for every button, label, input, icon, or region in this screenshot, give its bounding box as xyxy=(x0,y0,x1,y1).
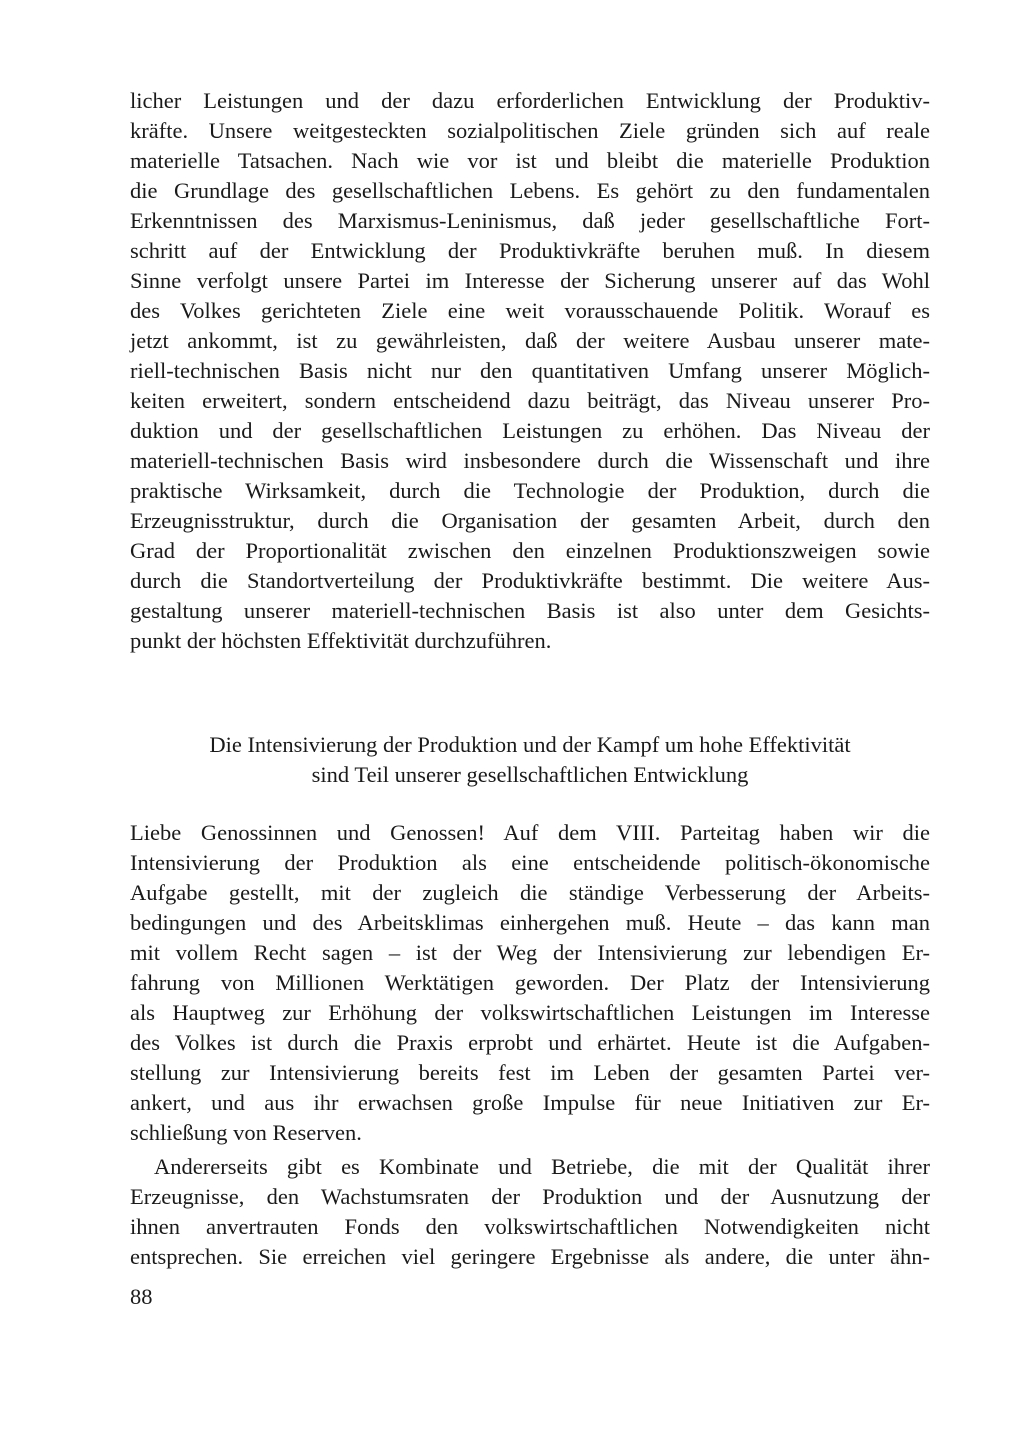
text-line: Erkenntnissen des Marxismus-Leninismus, daß jeder gesellschaftliche Fort- xyxy=(130,208,930,233)
text-line: praktische Wirksamkeit, durch die Technologie der Produktion, durch die xyxy=(130,478,930,503)
text-line: Aufgabe gestellt, mit der zugleich die ständige Verbesserung der Arbeits- xyxy=(130,880,930,905)
heading-line-1: Die Intensivierung der Produktion und der Kampf um hohe Effektivität xyxy=(209,732,851,757)
text-line: duktion und der gesellschaftlichen Leistungen zu erhöhen. Das Niveau der xyxy=(130,418,930,443)
text-line: durch die Standortverteilung der Produktivkräfte bestimmt. Die weitere Aus- xyxy=(130,568,930,593)
text-line: Grad der Proportionalität zwischen den einzelnen Produktionszweigen sowie xyxy=(130,538,930,563)
text-line: stellung zur Intensivierung bereits fest im Leben der gesamten Partei ver- xyxy=(130,1060,930,1085)
text-line: keiten erweitert, sondern entscheidend dazu beiträgt, das Niveau unserer Pro- xyxy=(130,388,930,413)
heading-line-2: sind Teil unserer gesellschaftlichen Entwicklung xyxy=(311,762,749,787)
text-line: mit vollem Recht sagen – ist der Weg der Intensivierung zur lebendigen Er- xyxy=(130,940,930,965)
text-line: punkt der höchsten Effektivität durchzuführen. xyxy=(130,628,552,653)
text-line: Andererseits gibt es Kombinate und Betriebe, die mit der Qualität ihrer xyxy=(154,1154,930,1179)
text-line: Liebe Genossinnen und Genossen! Auf dem VIII. Parteitag haben wir die xyxy=(130,820,930,845)
text-line: riell-technischen Basis nicht nur den quantitativen Umfang unserer Möglich- xyxy=(130,358,930,383)
text-line: ankert, und aus ihr erwachsen große Impulse für neue Initiativen zur Er- xyxy=(130,1090,930,1115)
text-line: Intensivierung der Produktion als eine entscheidende politisch-ökonomische xyxy=(130,850,930,875)
text-line: die Grundlage des gesellschaftlichen Lebens. Es gehört zu den fundamentalen xyxy=(130,178,930,203)
text-line: gestaltung unserer materiell-technischen Basis ist also unter dem Gesichts- xyxy=(130,598,930,623)
text-line: fahrung von Millionen Werktätigen geworden. Der Platz der Intensivierung xyxy=(130,970,930,995)
text-line: licher Leistungen und der dazu erforderlichen Entwicklung der Produktiv- xyxy=(130,88,930,113)
text-line: als Hauptweg zur Erhöhung der volkswirtschaftlichen Leistungen im Interesse xyxy=(130,1000,930,1025)
text-line: materiell-technischen Basis wird insbesondere durch die Wissenschaft und ihre xyxy=(130,448,930,473)
text-line: entsprechen. Sie erreichen viel geringere Ergebnisse als andere, die unter ähn- xyxy=(130,1244,930,1269)
text-line: jetzt ankommt, ist zu gewährleisten, daß der weitere Ausbau unserer mate- xyxy=(130,328,930,353)
text-line: kräfte. Unsere weitgesteckten sozialpolitischen Ziele gründen sich auf reale xyxy=(130,118,930,143)
text-line: schritt auf der Entwicklung der Produktivkräfte beruhen muß. In diesem xyxy=(130,238,930,263)
text-line: bedingungen und des Arbeitsklimas einhergehen muß. Heute – das kann man xyxy=(130,910,930,935)
text-line: schließung von Reserven. xyxy=(130,1120,362,1145)
text-line: Erzeugnisstruktur, durch die Organisation der gesamten Arbeit, durch den xyxy=(130,508,930,533)
text-line: des Volkes ist durch die Praxis erprobt und erhärtet. Heute ist die Aufgaben- xyxy=(130,1030,930,1055)
text-line: materielle Tatsachen. Nach wie vor ist und bleibt die materielle Produktion xyxy=(130,148,930,173)
text-line: Erzeugnisse, den Wachstumsraten der Produktion und der Ausnutzung der xyxy=(130,1184,930,1209)
text-line: des Volkes gerichteten Ziele eine weit vorausschauende Politik. Worauf es xyxy=(130,298,930,323)
text-line: Sinne verfolgt unsere Partei im Interesse der Sicherung unserer auf das Wohl xyxy=(130,268,930,293)
text-line: ihnen anvertrauten Fonds den volkswirtschaftlichen Notwendigkeiten nicht xyxy=(130,1214,930,1239)
page-number: 88 xyxy=(130,1284,153,1309)
